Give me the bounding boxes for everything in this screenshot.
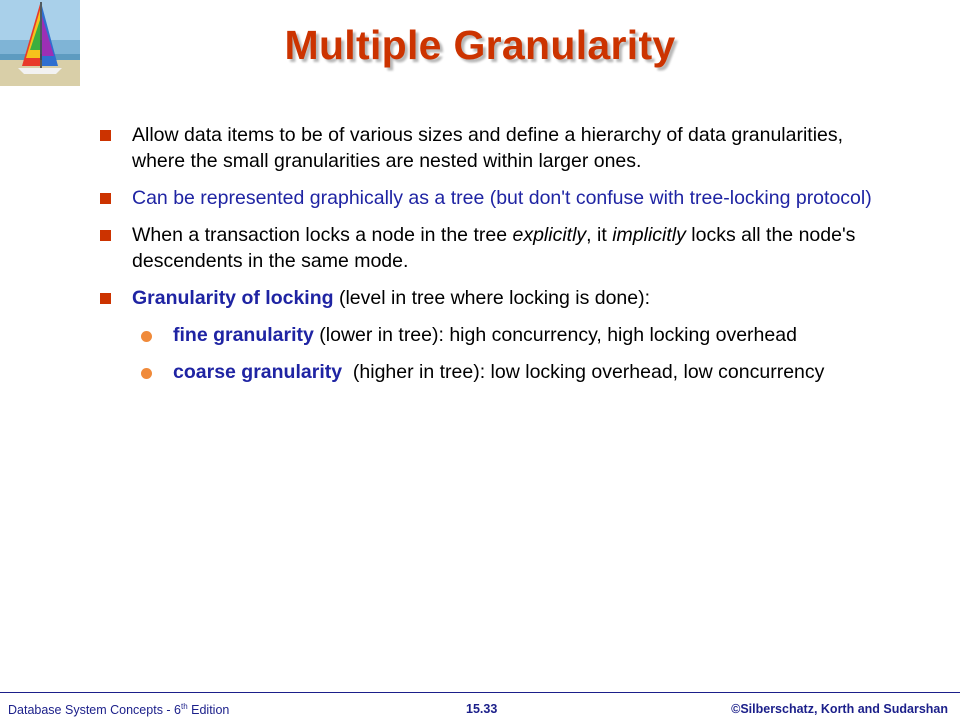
- bullet-text: (level in tree where locking is done):: [333, 287, 651, 309]
- footer-book: Database System Concepts - 6: [8, 703, 181, 718]
- bullet-item: [96, 222, 876, 274]
- bullet-emphasis: implicitly: [612, 224, 686, 246]
- sub-bullet-item: [96, 359, 876, 385]
- square-bullet-icon: [100, 130, 111, 141]
- bullet-term: Granularity of locking: [132, 287, 334, 309]
- bullet-item: [96, 285, 876, 311]
- square-bullet-icon: [100, 193, 111, 204]
- bullet-text-part: , it: [586, 224, 613, 246]
- square-bullet-icon: [100, 230, 111, 241]
- slide-footer: [0, 692, 960, 721]
- bullet-text-part: locks all the node's descendents in the same mode.: [132, 224, 856, 272]
- sub-bullet-item: [96, 322, 876, 348]
- square-bullet-icon: [100, 293, 111, 304]
- bullet-text-part: When a transaction locks a node in the tree: [132, 224, 513, 246]
- bullet-item: [96, 185, 876, 211]
- slide-title: Multiple Granularity: [284, 22, 676, 68]
- round-bullet-icon: [141, 368, 152, 379]
- footer-book-title: [8, 702, 229, 717]
- sub-bullet-text: (higher in tree): low locking overhead, low concurrency: [342, 361, 825, 383]
- footer-copyright: ©Silberschatz, Korth and Sudarshan: [731, 702, 948, 716]
- bullet-text: Can be represented graphically as a tree (but don't confuse with tree-locking protocol): [132, 187, 872, 209]
- round-bullet-icon: [141, 331, 152, 342]
- slide-content: [96, 122, 876, 396]
- bullet-emphasis: explicitly: [512, 224, 587, 246]
- sub-bullet-text: (lower in tree): high concurrency, high locking overhead: [313, 324, 797, 346]
- bullet-item: [96, 122, 876, 174]
- footer-edition: Edition: [187, 703, 230, 718]
- sub-bullet-term: coarse granularity: [173, 361, 343, 383]
- bullet-text: Allow data items to be of various sizes and define a hierarchy of data granularities, where the small granularities are nested within larger ones.: [132, 124, 844, 172]
- footer-page-number: 15.33: [466, 702, 498, 716]
- footer-edition-sup: th: [181, 702, 188, 711]
- sub-bullet-term: fine granularity: [173, 324, 314, 346]
